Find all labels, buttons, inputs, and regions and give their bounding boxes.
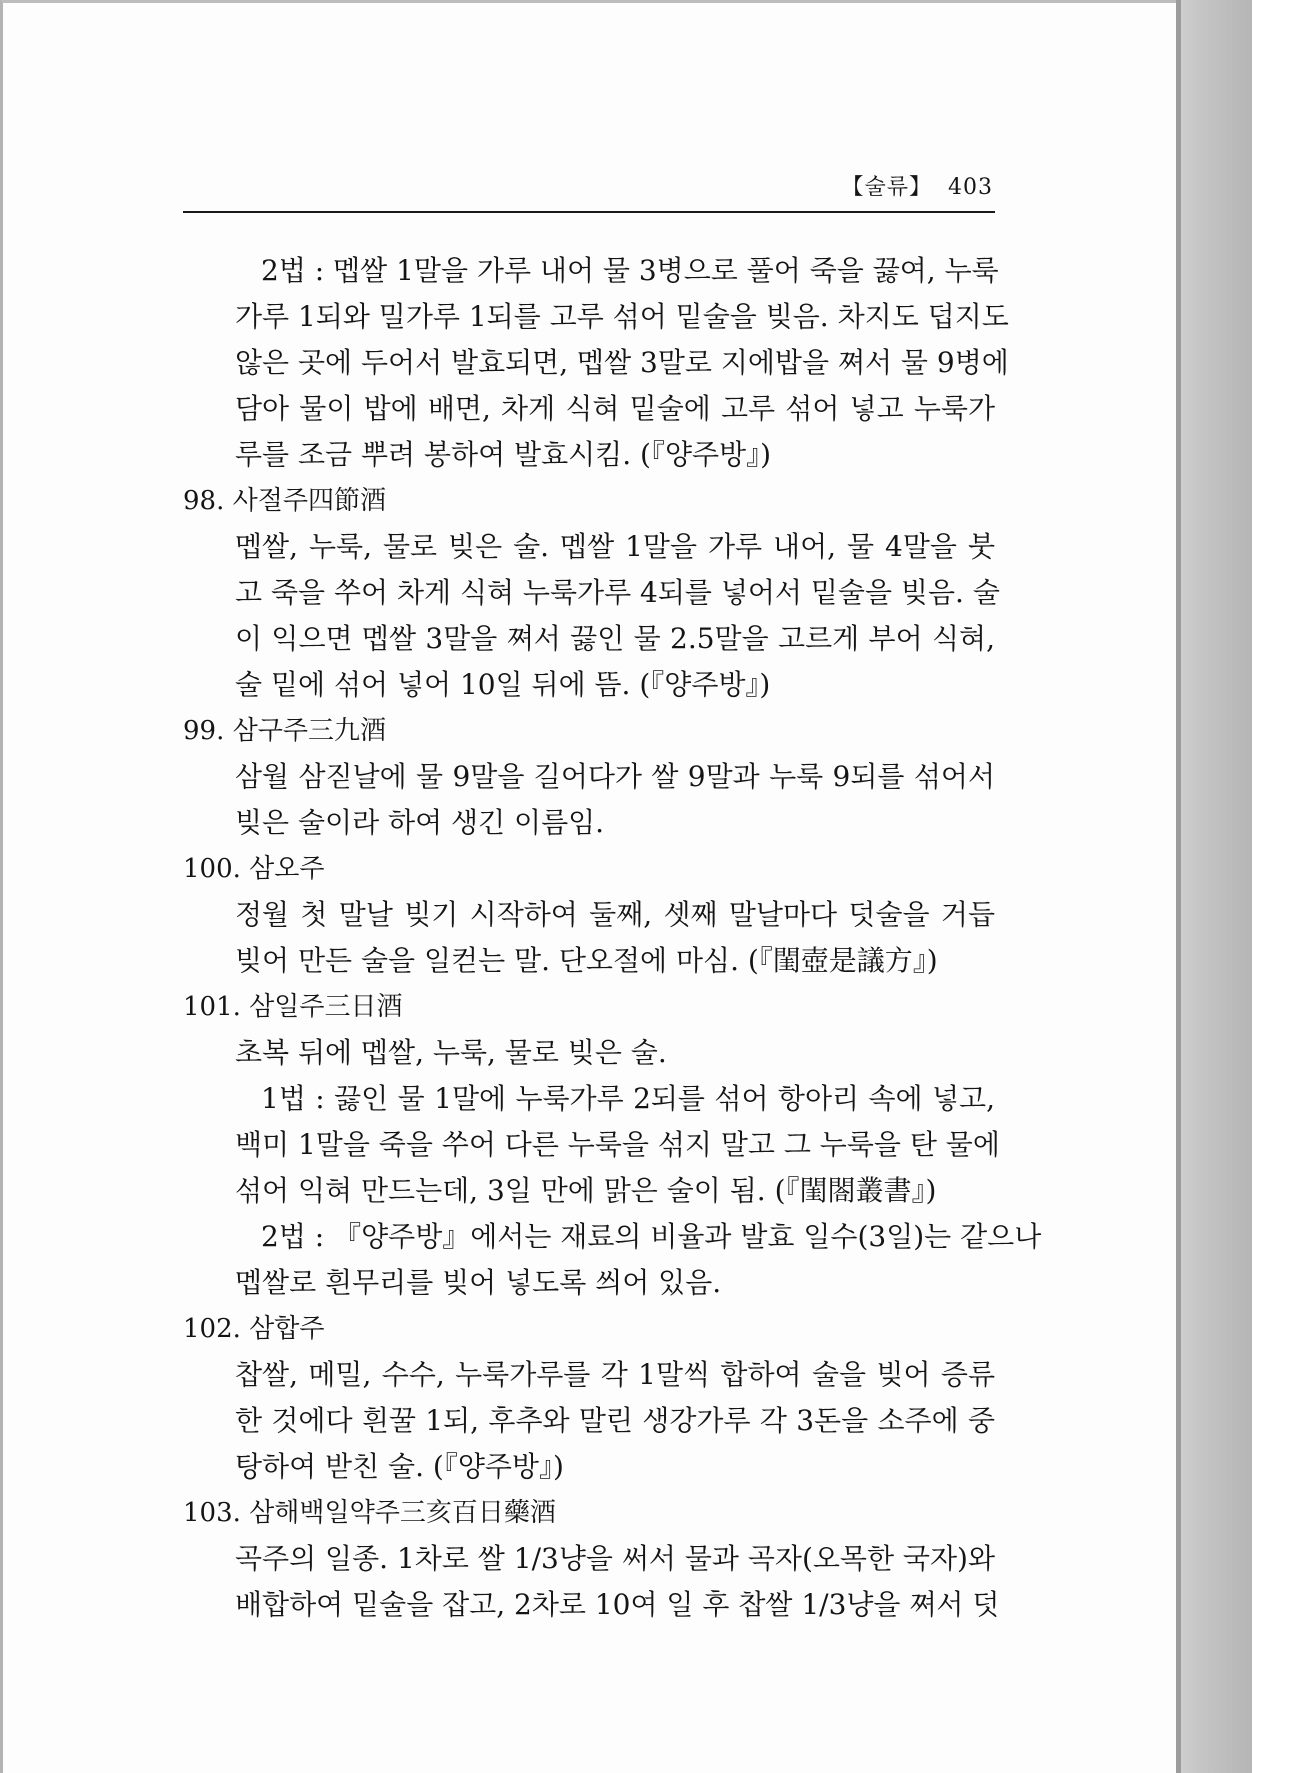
entry-heading: 99. 삼구주三九酒 — [183, 716, 386, 746]
text-line: 담아 물이 밥에 배면, 차게 식혀 밑술에 고루 섞어 넣고 누룩가 — [235, 392, 995, 425]
text-line: 정월 첫 말날 빚기 시작하여 둘째, 셋째 말날마다 덧술을 거듭 — [235, 898, 995, 931]
entry-heading: 98. 사절주四節酒 — [183, 486, 386, 516]
page-body — [183, 248, 1042, 1628]
text-line: 초복 뒤에 멥쌀, 누룩, 물로 빚은 술. — [235, 1036, 667, 1069]
text-line: 빚은 술이라 하여 생긴 이름임. — [235, 806, 605, 839]
page-header — [183, 160, 993, 200]
text-line: 가루 1되와 밀가루 1되를 고루 섞어 밑술을 빚음. 차지도 덥지도 — [235, 300, 1009, 333]
text-line: 루를 조금 뿌려 봉하여 발효시킴. (『양주방』) — [235, 438, 772, 471]
text-line: 2법 : 멥쌀 1말을 가루 내어 물 3병으로 풀어 죽을 끓여, 누룩 — [261, 254, 999, 287]
text-line: 멥쌀, 누룩, 물로 빚은 술. 멥쌀 1말을 가루 내어, 물 4말을 붓 — [235, 530, 995, 563]
page-edge — [1176, 0, 1181, 1773]
entry-heading: 103. 삼해백일약주三亥百日藥酒 — [183, 1498, 556, 1528]
text-line: 한 것에다 흰꿀 1되, 후추와 말린 생강가루 각 3돈을 소주에 중 — [235, 1404, 995, 1437]
running-head — [841, 170, 993, 201]
entry-heading: 101. 삼일주三日酒 — [183, 992, 403, 1022]
text-line: 고 죽을 쑤어 차게 식혀 누룩가루 4되를 넣어서 밑술을 빚음. 술 — [235, 576, 1000, 609]
text-line: 찹쌀, 메밀, 수수, 누룩가루를 각 1말씩 합하여 술을 빚어 증류 — [235, 1358, 995, 1391]
text-line: 않은 곳에 두어서 발효되면, 멥쌀 3말로 지에밥을 쪄서 물 9병에 — [235, 346, 1009, 379]
text-line: 이 익으면 멥쌀 3말을 쪄서 끓인 물 2.5말을 고르게 부어 식혀, — [235, 622, 995, 655]
text-line: 백미 1말을 죽을 쑤어 다른 누룩을 섞지 말고 그 누룩을 탄 물에 — [235, 1128, 1000, 1161]
text-line: 멥쌀로 흰무리를 빚어 넣도록 씌어 있음. — [235, 1266, 722, 1299]
text-line: 곡주의 일종. 1차로 쌀 1/3냥을 써서 물과 곡자(오목한 국자)와 — [235, 1542, 995, 1575]
header-rule — [183, 211, 995, 213]
running-title: 【술류】 — [841, 175, 932, 200]
text-line: 탕하여 받친 술. (『양주방』) — [235, 1450, 564, 1483]
entry-heading: 100. 삼오주 — [183, 854, 325, 884]
text-line: 삼월 삼짇날에 물 9말을 길어다가 쌀 9말과 누룩 9되를 섞어서 — [235, 760, 995, 793]
text-line: 섞어 익혀 만드는데, 3일 만에 맑은 술이 됨. (『閨閤叢書』) — [235, 1174, 937, 1207]
text-line: 술 밑에 섞어 넣어 10일 뒤에 뜸. (『양주방』) — [235, 668, 771, 701]
text-line: 배합하여 밑술을 잡고, 2차로 10여 일 후 찹쌀 1/3냥을 쪄서 덧 — [235, 1588, 1000, 1621]
page-number: 403 — [948, 175, 993, 200]
text-line: 빚어 만든 술을 일컫는 말. 단오절에 마심. (『閨壺是議方』) — [235, 944, 938, 977]
entry-heading: 102. 삼합주 — [183, 1314, 325, 1344]
text-line: 1법 : 끓인 물 1말에 누룩가루 2되를 섞어 항아리 속에 넣고, — [261, 1082, 995, 1115]
text-line: 2법 : 『양주방』에서는 재료의 비율과 발효 일수(3일)는 같으나 — [261, 1220, 1042, 1253]
